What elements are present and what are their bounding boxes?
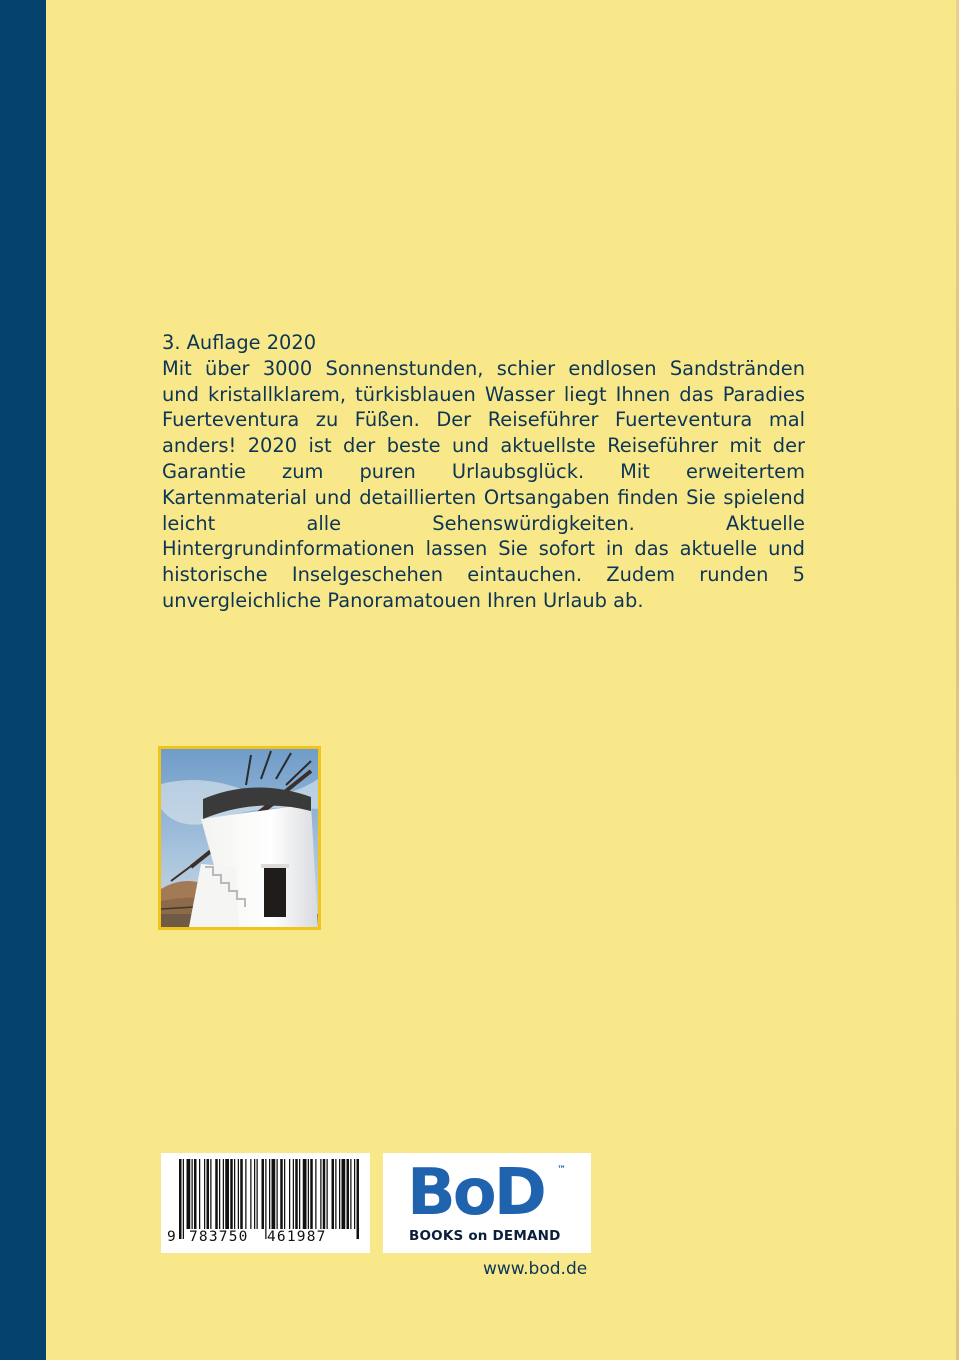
barcode-bar: [295, 1159, 298, 1229]
barcode-bar: [354, 1159, 355, 1229]
barcode-bar: [210, 1159, 211, 1229]
barcode-bar: [315, 1159, 316, 1229]
barcode-bar: [219, 1159, 220, 1229]
barcode-bar: [215, 1159, 218, 1229]
barcode-bar: [230, 1159, 233, 1229]
barcode-bar: [280, 1159, 283, 1229]
barcode-bar: [238, 1159, 239, 1229]
barcode-bar: [289, 1159, 290, 1229]
barcode-bar: [272, 1159, 276, 1229]
barcode-bar: [339, 1159, 340, 1229]
barcode-digits-left: 783750: [189, 1229, 249, 1245]
barcode-bar: [223, 1159, 224, 1229]
barcode-bar: [179, 1159, 182, 1239]
edition-line: 3. Auflage 2020: [162, 331, 317, 354]
barcode-bar: [257, 1159, 258, 1229]
barcode-bar: [207, 1159, 210, 1229]
windmill-photo: [158, 746, 321, 930]
blurb-text: Mit über 3000 Sonnenstunden, schier endlosen Sandstränden und kristallklarem, türkisblauen Wasser liegt Ihnen das Paradies Fuerteventura zu Füßen. Der Reiseführer Fuerteventura mal anders! 2020 ist der beste und aktuellste Reiseführer mit der Garantie zum puren Urlaubsglück. Mit erweitertem Kartenmaterial und detaillierten Ortsangaben finden Sie spielend leicht alle Sehenswürdigkeiten. Aktuelle Hintergrundinformationen lassen Sie sofort in das aktuelle und historische Inselgeschehen eintauchen. Zudem runden 5 unvergleichliche Panoramatouen Ihren Urlaub ab.: [162, 356, 805, 612]
barcode-bar: [347, 1159, 350, 1229]
windmill-illustration: [161, 749, 318, 927]
barcode-digits-right: 461987: [267, 1229, 327, 1245]
barcode-bar: [187, 1159, 191, 1229]
barcode-bar: [254, 1159, 255, 1229]
barcode-bar: [234, 1159, 235, 1229]
barcode-bar: [303, 1159, 307, 1229]
book-spine: [0, 0, 46, 1360]
barcode-bar: [262, 1159, 265, 1229]
barcode-bar: [245, 1159, 246, 1229]
barcode-bar: [240, 1159, 243, 1229]
barcode-bar: [277, 1159, 278, 1229]
isbn-barcode: [161, 1153, 370, 1253]
barcode-bar: [342, 1159, 346, 1229]
barcode-bar: [194, 1159, 197, 1229]
barcode-bar: [204, 1159, 205, 1229]
barcode-bar: [199, 1159, 200, 1229]
trademark-symbol: ™: [557, 1165, 566, 1175]
barcode-bar: [299, 1159, 300, 1229]
barcode-bar: [284, 1159, 285, 1229]
barcode-bar: [327, 1159, 328, 1229]
barcode-lead-digit: 9: [167, 1229, 176, 1245]
barcode-bar: [335, 1159, 336, 1229]
bod-tagline: BOOKS on DEMAND: [409, 1228, 561, 1244]
barcode-bar: [350, 1159, 351, 1229]
barcode-bar: [293, 1159, 294, 1229]
barcode-bar: [310, 1159, 313, 1229]
barcode-bar: [269, 1159, 270, 1229]
barcode-bar: [308, 1159, 309, 1229]
barcode-bar: [183, 1159, 184, 1239]
barcode-bar: [357, 1159, 360, 1239]
barcode-bar: [265, 1159, 266, 1239]
barcode-bar: [323, 1159, 326, 1229]
back-cover-blurb: [162, 330, 805, 614]
barcode-bar: [225, 1159, 229, 1229]
barcode-bar: [332, 1159, 335, 1229]
barcode-bar: [320, 1159, 321, 1229]
bod-wordmark: BoD: [407, 1156, 544, 1230]
bod-logo: [383, 1153, 591, 1253]
barcode-bar: [192, 1159, 193, 1229]
barcode-bar: [250, 1159, 251, 1229]
publisher-url: www.bod.de: [483, 1259, 588, 1279]
